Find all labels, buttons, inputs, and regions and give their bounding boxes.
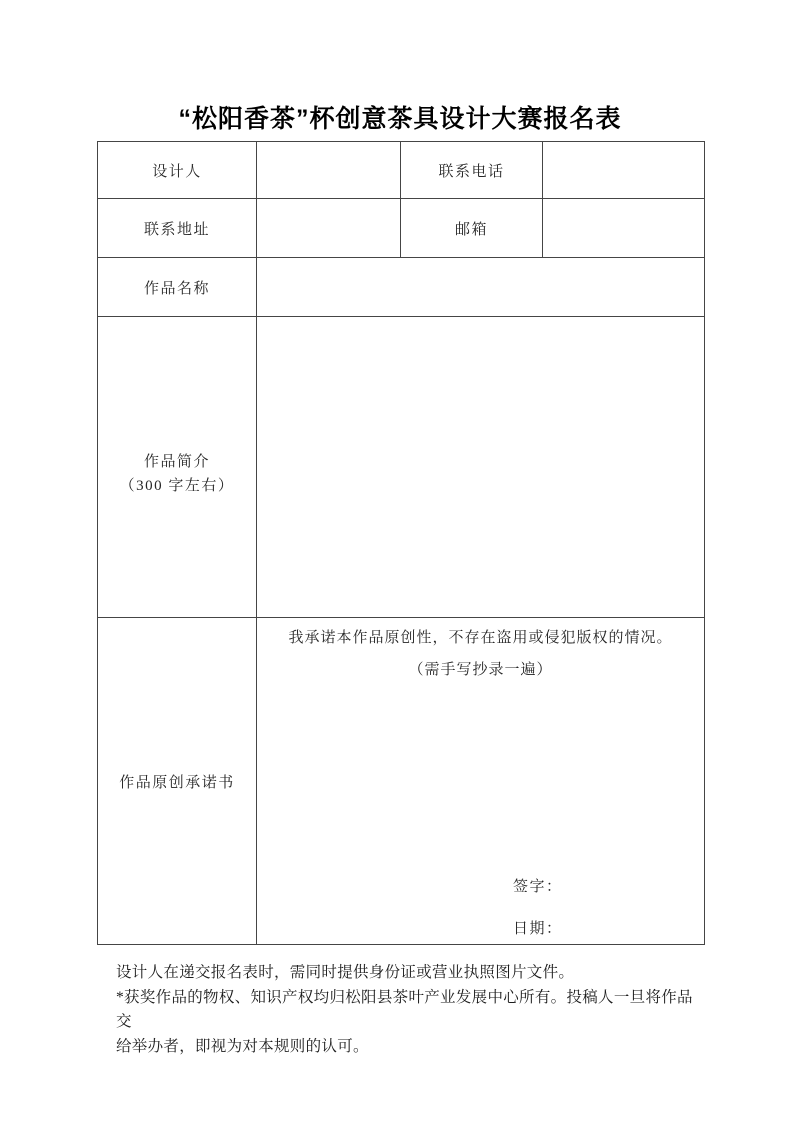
phone-input-cell[interactable] bbox=[543, 142, 705, 199]
pledge-statement: 我承诺本作品原创性，不存在盗用或侵犯版权的情况。 bbox=[288, 630, 673, 646]
registration-table bbox=[97, 141, 705, 945]
phone-label: 联系电话 bbox=[401, 142, 543, 199]
designer-input-cell[interactable] bbox=[257, 142, 401, 199]
footer-note-line: *获奖作品的物权、知识产权均归松阳县茶叶产业发展中心所有。投稿人一旦将作品交 bbox=[116, 988, 693, 1030]
footer-notes bbox=[116, 961, 696, 1059]
page-title: “松阳香茶”杯创意茶具设计大赛报名表 bbox=[178, 105, 622, 133]
work-intro-label-line1: 作品简介 bbox=[143, 454, 210, 470]
signature-block bbox=[513, 876, 563, 940]
work-intro-input-cell[interactable] bbox=[257, 317, 705, 618]
table-row bbox=[98, 199, 705, 258]
table-row bbox=[98, 618, 705, 945]
work-intro-label bbox=[98, 317, 257, 618]
email-input-cell[interactable] bbox=[543, 199, 705, 258]
work-title-input-cell[interactable] bbox=[257, 258, 705, 317]
date-label: 日期： bbox=[513, 921, 563, 937]
pledge-label: 作品原创承诺书 bbox=[98, 618, 257, 945]
address-input-cell[interactable] bbox=[257, 199, 401, 258]
email-label: 邮箱 bbox=[401, 199, 543, 258]
table-row bbox=[98, 258, 705, 317]
footer-note-line: 设计人在递交报名表时，需同时提供身份证或营业执照图片文件。 bbox=[116, 964, 575, 981]
designer-label: 设计人 bbox=[98, 142, 257, 199]
work-intro-label-line2: （300 字左右） bbox=[119, 478, 235, 494]
signature-label: 签字： bbox=[513, 879, 563, 895]
work-title-label: 作品名称 bbox=[98, 258, 257, 317]
table-row bbox=[98, 317, 705, 618]
footer-note-line: 给举办者，即视为对本规则的认可。 bbox=[116, 1037, 369, 1055]
pledge-content-cell[interactable] bbox=[257, 618, 705, 945]
address-label: 联系地址 bbox=[98, 199, 257, 258]
table-row bbox=[98, 142, 705, 199]
pledge-handwrite-note: （需手写抄录一遍） bbox=[408, 662, 553, 678]
